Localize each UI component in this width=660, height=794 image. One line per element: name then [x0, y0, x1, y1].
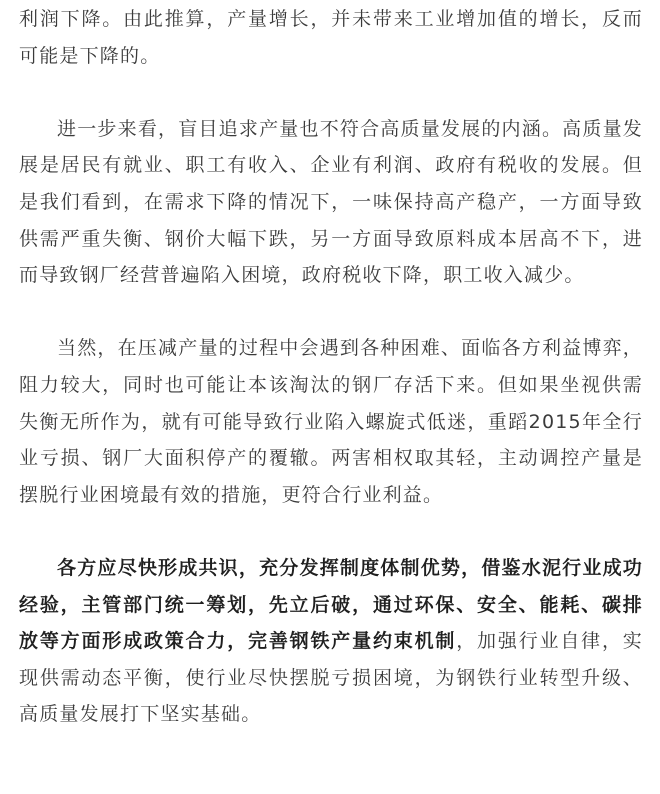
paragraph-profit-decline: 利润下降。由此推算，产量增长，并未带来工业增加值的增长，反而可能是下降的。 [19, 8, 643, 67]
paragraph-policy-recommendation [19, 550, 643, 733]
article-body [19, 0, 643, 733]
paragraph-production-cut-tradeoff: 当然，在压减产量的过程中会遇到各种困难、面临各方利益博弈，阻力较大，同时也可能让本该淘汰的钢厂存活下来。但如果坐视供需失衡无所作为，就有可能导致行业陷入螺旋式低迷，重蹈2015年全行业亏损、钢厂大面积停产的覆辙。两害相权取其轻，主动调控产量是摆脱行业困境最有效的措施，更符合行业利益。 [19, 337, 643, 506]
paragraph-high-quality-development: 进一步来看，盲目追求产量也不符合高质量发展的内涵。高质量发展是居民有就业、职工有收入、企业有利润、政府有税收的发展。但是我们看到，在需求下降的情况下，一味保持高产稳产，一方面导致供需严重失衡、钢价大幅下跌，另一方面导致原料成本居高不下，进而导致钢厂经营普遍陷入困境，政府税收下降，职工收入减少。 [19, 117, 643, 287]
paragraph-policy-bold-lead: 各方应尽快形成共识，充分发挥制度体制优势，借鉴水泥行业成功经验，主管部门统一筹划，先立后破，通过环保、安全、能耗、碳排放等方面形成政策合力，完善钢铁产量约束机制 [19, 556, 643, 653]
paragraph-policy-rest: ，加强行业自律，实现供需动态平衡，使行业尽快摆脱亏损困境，为钢铁行业转型升级、高质量发展打下坚实基础。 [19, 630, 643, 726]
